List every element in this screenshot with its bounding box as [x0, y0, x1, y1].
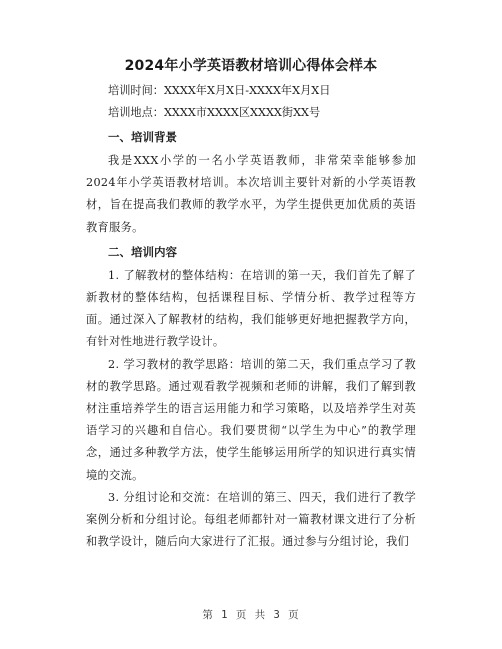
training-time: 培训时间：XXXX年X月X日-XXXX年X月X日	[108, 84, 331, 97]
paragraph-background: 我是XXX小学的一名小学英语教师，非常荣幸能够参加2024年小学英语教材培训。本次培训主要针对新的小学英语教材，旨在提高我们教师的教学水平，为学生提供更加优质的英语教育服务。	[86, 154, 416, 234]
page-number-footer: 第 1 页 共 3 页	[202, 609, 300, 621]
section-heading-content: 二、培训内容	[108, 244, 177, 259]
paragraph-item-1: 1. 了解教材的整体结构：在培训的第一天，我们首先了解了新教材的整体结构，包括课程目标、学情分析、教学过程等方面。通过深入了解教材的结构，我们能够更好地把握教学方向，有针对性地进行教学设计。	[86, 268, 416, 349]
training-location: 培训地点：XXXX市XXXX区XXXX街XX号	[108, 106, 321, 119]
paragraph-item-3: 3. 分组讨论和交流：在培训的第三、四天，我们进行了教学案例分析和分组讨论。每组老师都针对一篇教材课文进行了分析和教学设计，随后向大家进行了汇报。通过参与分组讨论，我们	[86, 490, 416, 549]
paragraph-item-2: 2. 学习教材的教学思路：培训的第二天，我们重点学习了教材的教学思路。通过观看教学视频和老师的讲解，我们了解到教材注重培养学生的语言运用能力和学习策略，以及培养学生对英语学习的兴趣和自信心。我们要贯彻“以学生为中心”的教学理念，通过多种教学方法，使学生能够运用所学的知识进行真实情境的交流。	[86, 357, 416, 482]
document-title: 2024年小学英语教材培训心得体会样本	[124, 58, 378, 74]
section-heading-background: 一、培训背景	[108, 130, 177, 144]
document-body	[86, 56, 416, 553]
